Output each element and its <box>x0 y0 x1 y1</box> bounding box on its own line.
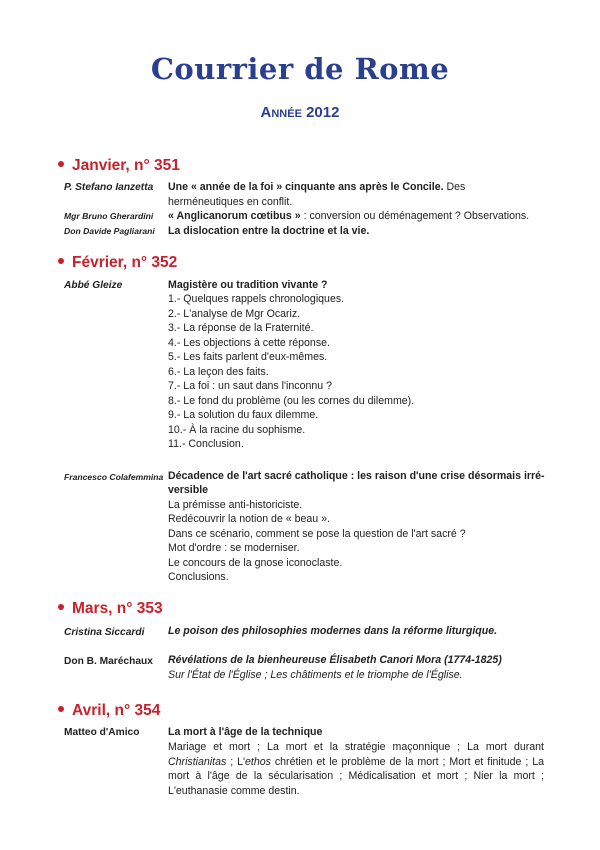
list-item: 3.- La réponse de la Fraternité. <box>168 322 314 334</box>
bullet-icon <box>58 604 64 610</box>
article-title: La mort à l'âge de la technique <box>168 726 323 738</box>
list-item: 5.- Les faits parlent d'eux-mêmes. <box>168 351 328 363</box>
author: Francesco Colafemmina <box>64 472 164 482</box>
list-item: 1.- Quelques rappels chronologiques. <box>168 293 345 305</box>
article-entry: Une « année de la foi » cinquante ans après le Concile. Des herméneutiques en conflit. <box>168 181 466 208</box>
article-title: La dislocation entre la doctrine et la vie. <box>168 225 370 237</box>
list-item: 6.- La leçon des faits. <box>168 366 269 378</box>
section-heading-fevrier: Février, n° 352 <box>58 254 177 272</box>
list-item: 11.- Conclusion. <box>168 438 244 450</box>
bullet-icon <box>58 258 64 264</box>
article-subtitle: Sur l'État de l'Église ; Les châtiments et le triomphe de l'Église. <box>168 669 463 681</box>
article-title: Révélations de la bienheureuse Élisabeth Canori Mora (1774-1825) <box>168 654 502 666</box>
article-summary: Mariage et mort ; La mort et la stratégie maçonnique ; La mort durant Christianitas ; L'ethos chrétien et le problème de la mort ; Mort et finitude ; La mort à l'âge de la sécularisation ; Médicalisation et mort ; Nier la mort ; L'euthanasie comme destin. <box>168 741 544 797</box>
list-item: 8.- Le fond du problème (ou les cornes du dilemme). <box>168 395 415 407</box>
article-title: Magistère ou tradition vivante ? <box>168 279 328 291</box>
section-heading-avril: Avril, n° 354 <box>58 702 160 720</box>
section-heading-mars: Mars, n° 353 <box>58 600 163 618</box>
author: Abbé Gleize <box>64 280 123 291</box>
list-item: Redécouvrir la notion de « beau ». <box>168 513 330 525</box>
author: Don B. Maréchaux <box>64 656 153 667</box>
list-item: Dans ce scénario, comment se pose la question de l'art sacré ? <box>168 528 466 540</box>
masthead-title: Courrier de Rome <box>150 52 450 86</box>
list-item: 7.- La foi : un saut dans l'inconnu ? <box>168 380 332 392</box>
bullet-icon <box>58 161 64 167</box>
list-item: Le concours de la gnose iconoclaste. <box>168 557 343 569</box>
list-item: La prémisse anti-historiciste. <box>168 499 303 511</box>
list-item: 10.- À la racine du sophisme. <box>168 424 306 436</box>
article-title: Le poison des philosophies modernes dans la réforme liturgique. <box>168 625 498 637</box>
author: Don Davide Pagliarani <box>64 226 155 236</box>
article-title-line: versible <box>168 484 209 496</box>
author: Mgr Bruno Gherardini <box>64 211 154 221</box>
author: Cristina Siccardi <box>64 627 145 638</box>
list-item: 9.- La solution du faux dilemme. <box>168 409 319 421</box>
article-entry: « Anglicanorum cœtibus » : conversion ou déménagement ? Observations. <box>168 210 530 222</box>
list-item: Conclusions. <box>168 571 229 583</box>
list-item: 4.- Les objections à cette réponse. <box>168 337 330 349</box>
year-heading: Année 2012 <box>260 104 340 121</box>
bullet-icon <box>58 706 64 712</box>
author: Matteo d'Amico <box>64 727 140 738</box>
author: P. Stefano Ianzetta <box>64 182 154 193</box>
list-item: 2.- L'analyse de Mgr Ocariz. <box>168 308 301 320</box>
section-heading-janvier: Janvier, n° 351 <box>58 157 180 175</box>
article-title-line: Décadence de l'art sacré catholique : les raison d'une crise désormais irré- <box>168 470 545 482</box>
list-item: Mot d'ordre : se moderniser. <box>168 542 300 554</box>
